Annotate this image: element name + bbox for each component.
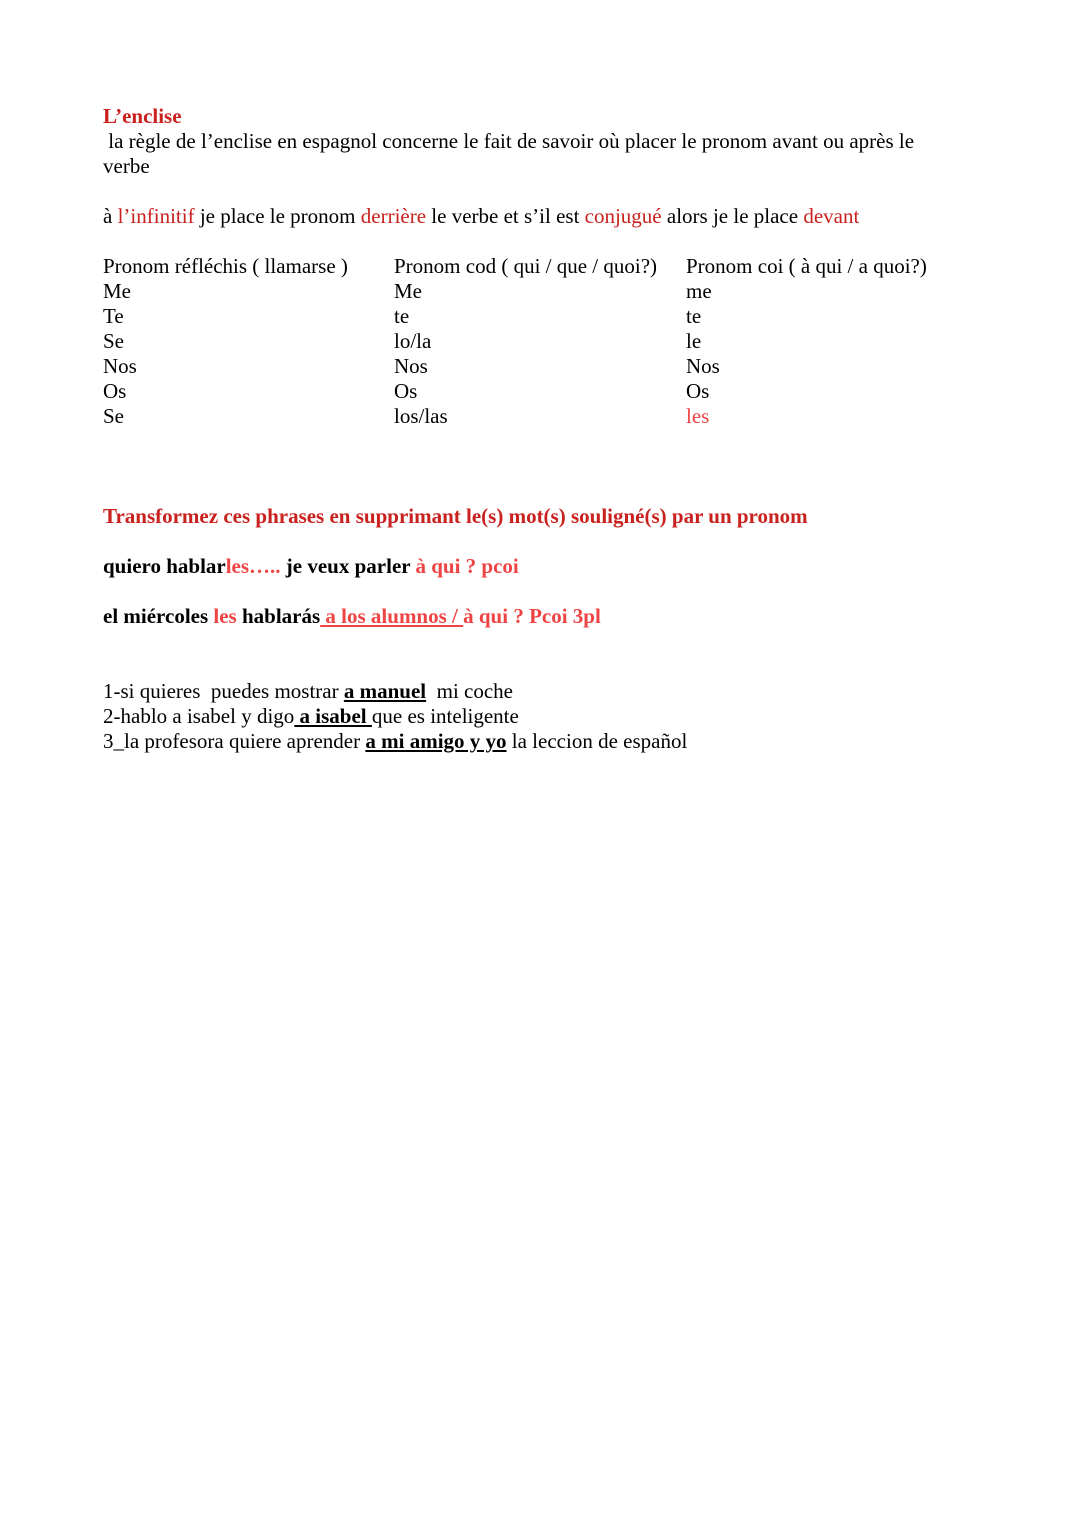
page-title: L’enclise [103,104,182,128]
exercise-title: Transformez ces phrases en supprimant le(s) mot(s) souligné(s) par un pronom [103,504,808,528]
pronoun-column-cod [394,254,657,429]
pronoun-item: Nos [394,354,428,378]
example-underlined-object: a los alumnos / [320,604,464,628]
rule-part: je place le pronom [194,204,361,228]
example-annotation: à qui ? pcoi [415,554,519,578]
pronoun-item: Nos [686,354,720,378]
rule-highlight-devant: devant [803,204,860,228]
intro-text: la règle de l’enclise en espagnol concerne le fait de savoir où placer le pronom avant ou après le [103,129,915,153]
pronoun-item: le [686,329,702,353]
pronoun-column-coi [686,254,927,429]
pronoun-item: Te [103,304,124,328]
pronoun-item: Me [394,279,422,303]
exercise-sentence-3 [103,729,687,754]
sentence-underlined: a mi amigo y yo [365,729,507,753]
example-1 [103,554,519,579]
column-header: Pronom coi ( à qui / a quoi?) [686,254,927,278]
exercise-sentence-1 [103,679,513,704]
pronoun-item: Se [103,404,124,428]
example-text: quiero hablar [103,554,226,578]
example-annotation: à qui ? Pcoi 3pl [463,604,601,628]
exercise-sentence-2 [103,704,519,729]
example-2 [103,604,601,629]
column-header: Pronom réfléchis ( llamarse ) [103,254,348,278]
example-pronoun: les [213,604,237,628]
example-text: hablarás [236,604,321,628]
sentence-text: 1-si quieres puedes mostrar [103,679,344,703]
pronoun-item: Se [103,329,124,353]
intro-text-continued: verbe [103,154,150,178]
sentence-underlined: a isabel [294,704,372,728]
sentence-text: la leccion de español [506,729,688,753]
example-pronoun: les….. [225,554,281,578]
pronoun-column-reflexive [103,254,348,429]
sentence-underlined: a manuel [343,679,427,703]
rule-highlight-derriere: derrière [360,204,427,228]
pronoun-item: Me [103,279,131,303]
pronoun-item-highlighted: les [686,404,710,428]
sentence-text: 3_la profesora quiere aprender [103,729,366,753]
pronoun-item: Nos [103,354,137,378]
pronoun-item: Os [103,379,127,403]
example-text: el miércoles [103,604,214,628]
rule-sentence [103,204,859,229]
column-header: Pronom cod ( qui / que / quoi?) [394,254,658,278]
pronoun-item: Os [394,379,418,403]
rule-part: le verbe et s’il est [426,204,585,228]
pronoun-item: los/las [394,404,448,428]
pronoun-item: te [394,304,410,328]
rule-highlight-conjugue: conjugué [584,204,662,228]
rule-part: alors je le place [661,204,804,228]
pronoun-item: lo/la [394,329,432,353]
sentence-text: 2-hablo a isabel y digo [103,704,295,728]
rule-part: à [103,204,118,228]
sentence-text: mi coche [426,679,514,703]
pronoun-item: me [686,279,712,303]
pronoun-item: te [686,304,702,328]
example-text: je veux parler [280,554,416,578]
rule-highlight-infinitif: l’infinitif [117,204,195,228]
pronoun-item: Os [686,379,710,403]
sentence-text: que es inteligente [371,704,519,728]
